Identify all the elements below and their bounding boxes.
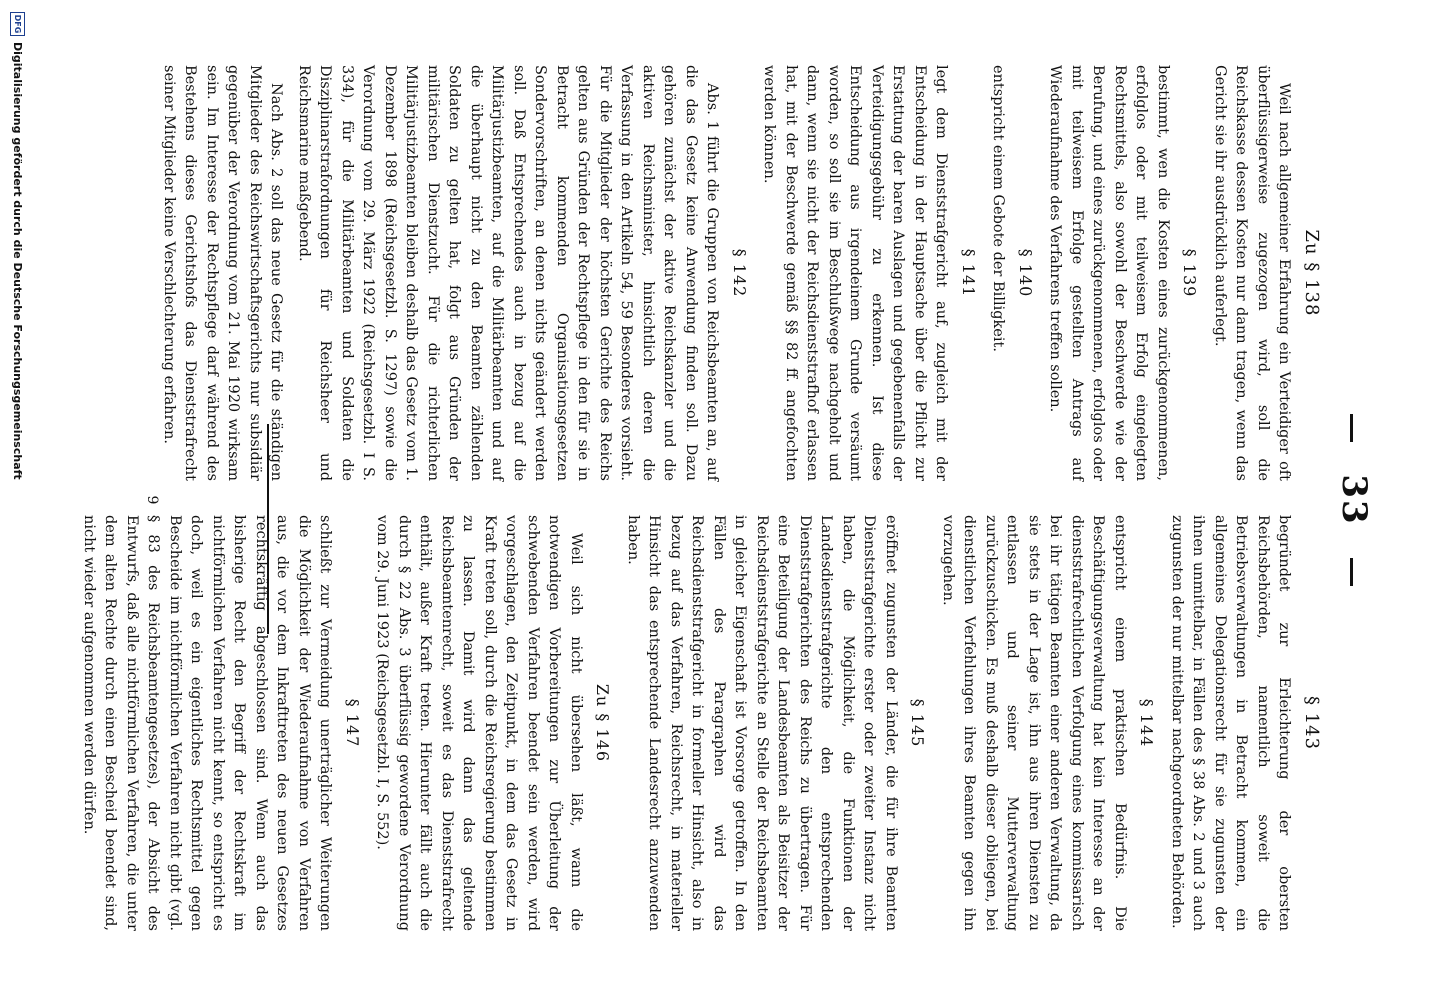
- section-heading: Zu § 138: [1301, 229, 1322, 317]
- section-paragraph: begründet zur Erleichterung der obersten Reichsbehörden, namentlich soweit die Betriebsverwaltungen in Betracht kommen, ein allgemeines Delegationsrecht für sie zugunsten der ihnen unmittelbar, in Fällen des § 38 Abs. 2 und 3 auch zugunsten der nur mittelbar nachgeordneten Behörden.: [1169, 515, 1293, 931]
- funding-note: Digitalisierung gefördert durch die Deutsche Forschungsgemeinschaft: [11, 42, 25, 480]
- section-heading: Zu § 146: [593, 683, 613, 763]
- header-dash-right: [1351, 558, 1354, 586]
- left-column: [161, 65, 1322, 481]
- page-header: [1334, 0, 1374, 1000]
- section-heading: § 139: [1180, 248, 1200, 298]
- section-heading: § 144: [1137, 698, 1157, 748]
- section-paragraph: legt dem Dienststrafgericht auf, zugleich mit der Entscheidung in der Hauptsache über die Pflicht zur Erstattung der baren Auslagen und gegebenenfalls der Verteidigungsgebühr zu erkennen. Ist diese Entscheidung aus irgendeinem Grunde versäumt worden, so soll sie im Beschlußwege nachgeholt und dann, wenn sie nicht der Reichsdienststrafhof erlassen hat, mit der Beschwerde gemäß §§ 82 ff. angefochten werden können.: [761, 65, 950, 481]
- section-paragraph: Weil sich nicht übersehen läßt, wann die notwendigen Vorbereitungen zur Überleitung der schwebenden Verfahren beendet sein werden, wird vorgeschlagen, den Zeitpunkt, in dem das Gesetz in Kraft treten soll, durch die Reichsregierung bestimmen zu lassen. Damit wird dann das geltende Reichsbeamtenrecht, soweit es das Dienststrafrecht enthält, außer Kraft treten. Hierunter fällt auch die durch § 22 Abs. 3 überflüssig gewordene Verordnung vom 29. Juni 1923 (Reichsgesetzbl. I, S. 552).: [374, 515, 584, 931]
- section-heading: § 147: [343, 698, 362, 748]
- header-page-number: 33: [1334, 474, 1374, 526]
- dfg-logo-icon: DFG: [11, 12, 26, 36]
- section-paragraph: entspricht einem Gebote der Billigkeit.: [990, 65, 1007, 352]
- section-heading: § 145: [908, 698, 928, 748]
- section-heading: § 140: [1016, 248, 1035, 298]
- section-paragraph: eröffnet zugunsten der Länder, die für ihre Beamten Dienststrafgerichte erster oder zweiter Instanz nicht haben, die Möglichkeit, die Funktionen der Landesdienststrafgerichte den entsprechenden Dienststrafgerichten des Reichs zu übertragen. Für eine Beteiligung der Landesbeamten als Beisitzer der Reichsdienststrafgerichte an Stelle der Reichsbeamten in gleicher Eigenschaft ist Vorsorge getroffen. In den Fällen des Paragraphen wird das Reichsdienststrafgericht in formeller Hinsicht, also in bezug auf das Verfahren, Reichsrecht, in materieller Hinsicht das entsprechende Landesrecht anzuwenden haben.: [625, 515, 899, 931]
- section-heading: § 142: [730, 248, 749, 298]
- digitization-footer: [7, 12, 29, 712]
- section-paragraph: schließt zur Vermeidung unerträglicher Weiterungen die Möglichkeit der Wiederaufnahme von Verfahren aus, die vor dem Inkrafttreten des neuen Gesetzes rechtskräftig abgeschlossen sind. Wenn auch das bisherige Recht den Begriff der Rechtskraft im nichtförmlichen Verfahren nicht kennt, so entspricht es doch, weil es ein eigentliches Rechtsmittel gegen Bescheide im nichtförmlichen Verfahren nicht gibt (vgl. § 83 des Reichsbeamtengesetzes), der Absicht des Entwurfs, daß alle nichtförmlichen Verfahren, die unter dem alten Rechte durch einen Bescheid beendet sind, nicht wieder aufgenommen werden dürfen.: [81, 515, 334, 931]
- signature-page-number: 9: [144, 495, 160, 505]
- end-rule: [267, 424, 269, 634]
- section-heading: § 143: [1301, 695, 1322, 751]
- section-paragraph: bestimmt, wen die Kosten eines zurückgenommenen, erfolglos oder mit teilweisem Erfolg eingelegten Rechtsmittels, also sowohl der Beschwerde wie der Berufung, und eines zurückgenommenen, erfolglos oder mit teilweisem Erfolge gestellten Antrags auf Wiederaufnahme des Verfahrens treffen sollen.: [1047, 65, 1171, 481]
- section-paragraph: Weil nach allgemeiner Erfahrung ein Verteidiger oft überflüssigerweise zugezogen wird, soll die Reichskasse dessen Kosten nur dann tragen, wenn das Gericht sie ihr ausdrücklich auferlegt.: [1212, 65, 1293, 481]
- section-paragraph: entspricht einem praktischen Bedürfnis. Die Beschäftigungsverwaltung hat kein Interesse an der dienststrafrechtlichen Verfolgung eines kommissarisch bei ihr tätigen Beamten einer anderen Verwaltung, da sie stets in der Lage ist, ihn aus ihren Diensten zu entlassen und seiner Mutterverwaltung zurückzuschicken. Es muß deshalb dieser obliegen, bei dienstlichen Verfehlungen ihres Beamten gegen ihn vorzugehen.: [940, 515, 1128, 931]
- section-paragraph: Nach Abs. 2 soll das neue Gesetz für die ständigen Mitglieder des Reichswirtschaftsgerichts nur subsidiär gegenüber der Verordnung vom 21. Mai 1920 wirksam sein. Im Interesse der Rechtspflege darf während des Bestehens dieses Gerichtshofs das Dienststrafrecht seiner Mitglieder keine Verschlechterung erfahren.: [161, 65, 285, 481]
- section-heading: § 141: [959, 248, 978, 298]
- right-column: [81, 515, 1322, 931]
- section-paragraph: Abs. 1 führt die Gruppen von Reichsbeamten an, auf die das Gesetz keine Anwendung finden soll. Dazu gehören zunächst der aktive Reichskanzler und die aktiven Reichsminister, hinsichtlich deren die Verfassung in den Artikeln 54, 59 Besonderes vorsieht. Für die Mitglieder der höchsten Gerichte des Reichs gelten aus Gründen der Rechtspflege in den für sie in Betracht kommenden Organisationsgesetzen Sondervorschriften, an denen nichts geändert werden soll. Daß Entsprechendes auch in bezug auf die Militärjustizbeamten, auf die Militärbeamten und auf die überhaupt nicht zu den Beamten zählenden Soldaten zu gelten hat, folgt aus Gründen der militärischen Dienstzucht. Für die richterlichen Militärjustizbeamten bleiben deshalb das Gesetz vom 1. Dezember 1898 (Reichsgesetzbl. S. 1297) sowie die Verordnung vom 29. März 1922 (Reichsgesetzbl. I S. 334), für die Militärbeamten und Soldaten die Disziplinarstrafordnungen für Reichsheer und Reichsmarine maßgebend.: [296, 65, 721, 481]
- header-dash-left: [1351, 414, 1354, 442]
